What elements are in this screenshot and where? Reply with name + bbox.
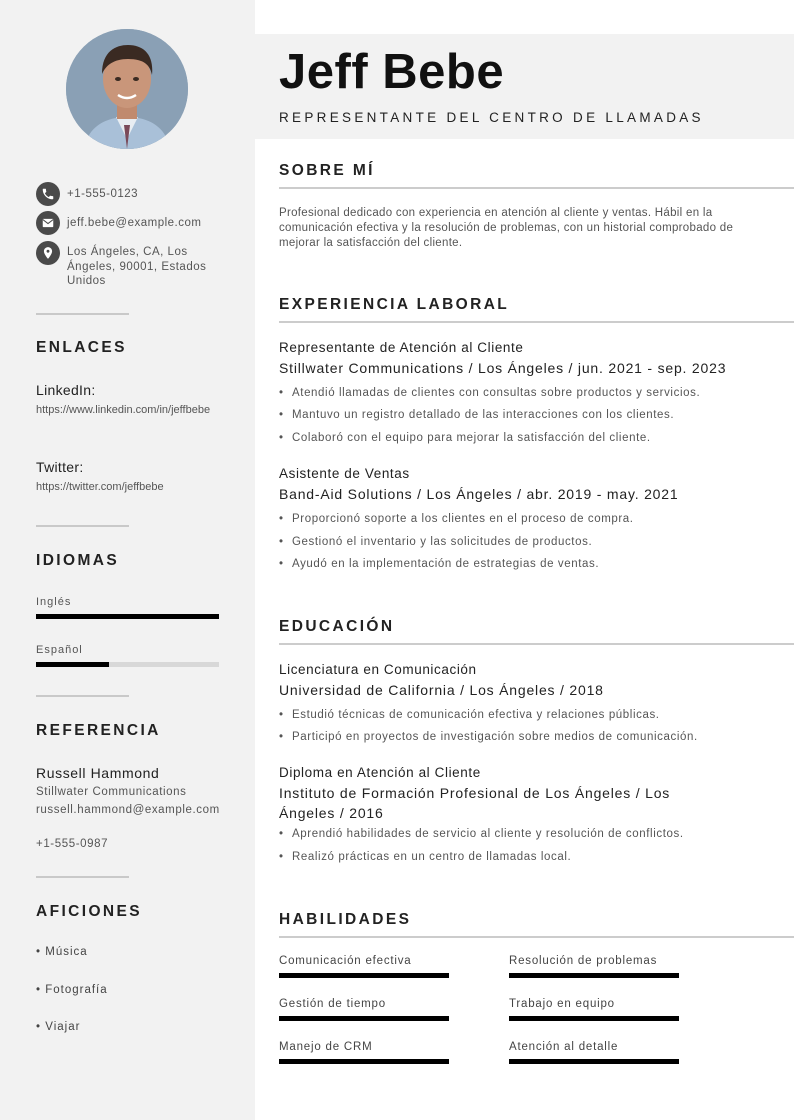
linkedin-link[interactable]: https://www.linkedin.com/in/jeffbebe [36, 404, 211, 416]
bullet-text: Colaboró con el equipo para mejorar la satisfacción del cliente. [292, 432, 651, 444]
job-bullet: • Ayudó en la implementación de estrategias de ventas. [279, 558, 600, 570]
language-level-fill [36, 662, 109, 667]
reference-email[interactable]: russell.hammond@example.com [36, 804, 220, 816]
skill-level-bar [279, 1016, 449, 1021]
profile-photo [66, 29, 188, 149]
skill-level-bar [509, 1016, 679, 1021]
bullet-text: Aprendió habilidades de servicio al cliente y resolución de conflictos. [292, 828, 684, 840]
skills-heading: HABILIDADES [279, 911, 412, 928]
hobby-item: • Música [36, 946, 88, 958]
bullet-text: Realizó prácticas en un centro de llamadas local. [292, 851, 572, 863]
degree-bullet: • Estudió técnicas de comunicación efectiva y relaciones públicas. [279, 709, 660, 721]
sidebar-divider [36, 313, 129, 315]
job-bullet: • Gestionó el inventario y las solicitudes de productos. [279, 536, 593, 548]
reference-heading: REFERENCIA [36, 722, 161, 739]
job-subtitle: Stillwater Communications / Los Ángeles / jun. 2021 - sep. 2023 [279, 360, 727, 376]
bullet-text: Participó en proyectos de investigación sobre medios de comunicación. [292, 731, 698, 743]
job-bullet: • Mantuvo un registro detallado de las interacciones con los clientes. [279, 409, 675, 421]
experience-heading: EXPERIENCIA LABORAL [279, 296, 510, 313]
language-name: Español [36, 644, 83, 656]
skill-name: Comunicación efectiva [279, 955, 412, 967]
job-title: Representante de Atención al Cliente [279, 340, 524, 355]
skill-name: Resolución de problemas [509, 955, 658, 967]
language-name: Inglés [36, 596, 72, 608]
email-icon [36, 211, 60, 235]
hobby-item: • Viajar [36, 1021, 81, 1033]
degree-title: Licenciatura en Comunicación [279, 662, 477, 677]
section-rule [279, 321, 794, 323]
job-bullet: • Atendió llamadas de clientes con consultas sobre productos y servicios. [279, 387, 701, 399]
bullet-text: Atendió llamadas de clientes con consultas sobre productos y servicios. [292, 387, 701, 399]
bullet-text: Mantuvo un registro detallado de las interacciones con los clientes. [292, 409, 675, 421]
hobby-item: • Fotografía [36, 984, 108, 996]
contact-email [36, 211, 217, 235]
language-level-bar [36, 662, 219, 667]
sidebar-divider [36, 525, 129, 527]
hobby-label: Viajar [45, 1021, 81, 1033]
sidebar-divider [36, 876, 129, 878]
hobby-label: Fotografía [45, 984, 108, 996]
bullet-text: Gestionó el inventario y las solicitudes de productos. [292, 536, 593, 548]
skill-name: Trabajo en equipo [509, 998, 615, 1010]
degree-subtitle: Universidad de California / Los Ángeles / 2018 [279, 682, 604, 698]
skill-level-bar [279, 973, 449, 978]
phone-number: +1-555-0123 [67, 188, 139, 200]
degree-bullet: • Aprendió habilidades de servicio al cliente y resolución de conflictos. [279, 828, 684, 840]
skill-level-bar [509, 973, 679, 978]
job-subtitle: Band-Aid Solutions / Los Ángeles / abr. 2019 - may. 2021 [279, 486, 679, 502]
skill-name: Atención al detalle [509, 1041, 619, 1053]
skill-name: Gestión de tiempo [279, 998, 386, 1010]
skill-name: Manejo de CRM [279, 1041, 373, 1053]
reference-name: Russell Hammond [36, 765, 160, 781]
language-level-fill [36, 614, 219, 619]
main-content [255, 0, 794, 1120]
degree-subtitle: Instituto de Formación Profesional de Los Ángeles / Los Ángeles / 2016 [279, 785, 671, 821]
skill-level-bar [279, 1059, 449, 1064]
skill-level-bar [509, 1059, 679, 1064]
job-bullet: • Proporcionó soporte a los clientes en el proceso de compra. [279, 513, 634, 525]
job-title: Asistente de Ventas [279, 466, 410, 481]
degree-bullet: • Realizó prácticas en un centro de llamadas local. [279, 851, 572, 863]
reference-company: Stillwater Communications [36, 786, 187, 798]
hobby-label: Música [45, 946, 88, 958]
about-text: Profesional dedicado con experiencia en atención al cliente y ventas. Hábil en la comunicación efectiva y la resolución de problemas, con un historial comprobado de mejorar la satisfacción del cliente. [279, 207, 734, 249]
languages-heading: IDIOMAS [36, 552, 120, 569]
section-rule [279, 643, 794, 645]
hobbies-heading: AFICIONES [36, 903, 142, 920]
email-address: jeff.bebe@example.com [67, 217, 202, 229]
education-heading: EDUCACIÓN [279, 618, 395, 635]
about-heading: SOBRE MÍ [279, 162, 375, 179]
section-rule [279, 187, 794, 189]
degree-bullet: • Participó en proyectos de investigación sobre medios de comunicación. [279, 731, 698, 743]
twitter-link[interactable]: https://twitter.com/jeffbebe [36, 481, 164, 493]
twitter-label: Twitter: [36, 459, 84, 475]
phone-icon [36, 182, 60, 206]
candidate-name: Jeff Bebe [279, 45, 505, 99]
candidate-role: REPRESENTANTE DEL CENTRO DE LLAMADAS [279, 110, 704, 125]
location-pin-icon [36, 241, 60, 265]
sidebar [0, 0, 255, 1120]
contact-phone [36, 182, 217, 206]
bullet-text: Ayudó en la implementación de estrategias de ventas. [292, 558, 600, 570]
job-bullet: • Colaboró con el equipo para mejorar la satisfacción del cliente. [279, 432, 651, 444]
links-heading: ENLACES [36, 339, 127, 356]
section-rule [279, 936, 794, 938]
sidebar-divider [36, 695, 129, 697]
degree-title: Diploma en Atención al Cliente [279, 765, 481, 780]
contact-address [36, 241, 215, 289]
reference-phone: +1-555-0987 [36, 838, 109, 850]
bullet-text: Proporcionó soporte a los clientes en el proceso de compra. [292, 513, 634, 525]
address-text: Los Ángeles, CA, Los Ángeles, 90001, Estados Unidos [67, 246, 207, 287]
bullet-text: Estudió técnicas de comunicación efectiva y relaciones públicas. [292, 709, 660, 721]
language-level-bar [36, 614, 219, 619]
linkedin-label: LinkedIn: [36, 382, 96, 398]
